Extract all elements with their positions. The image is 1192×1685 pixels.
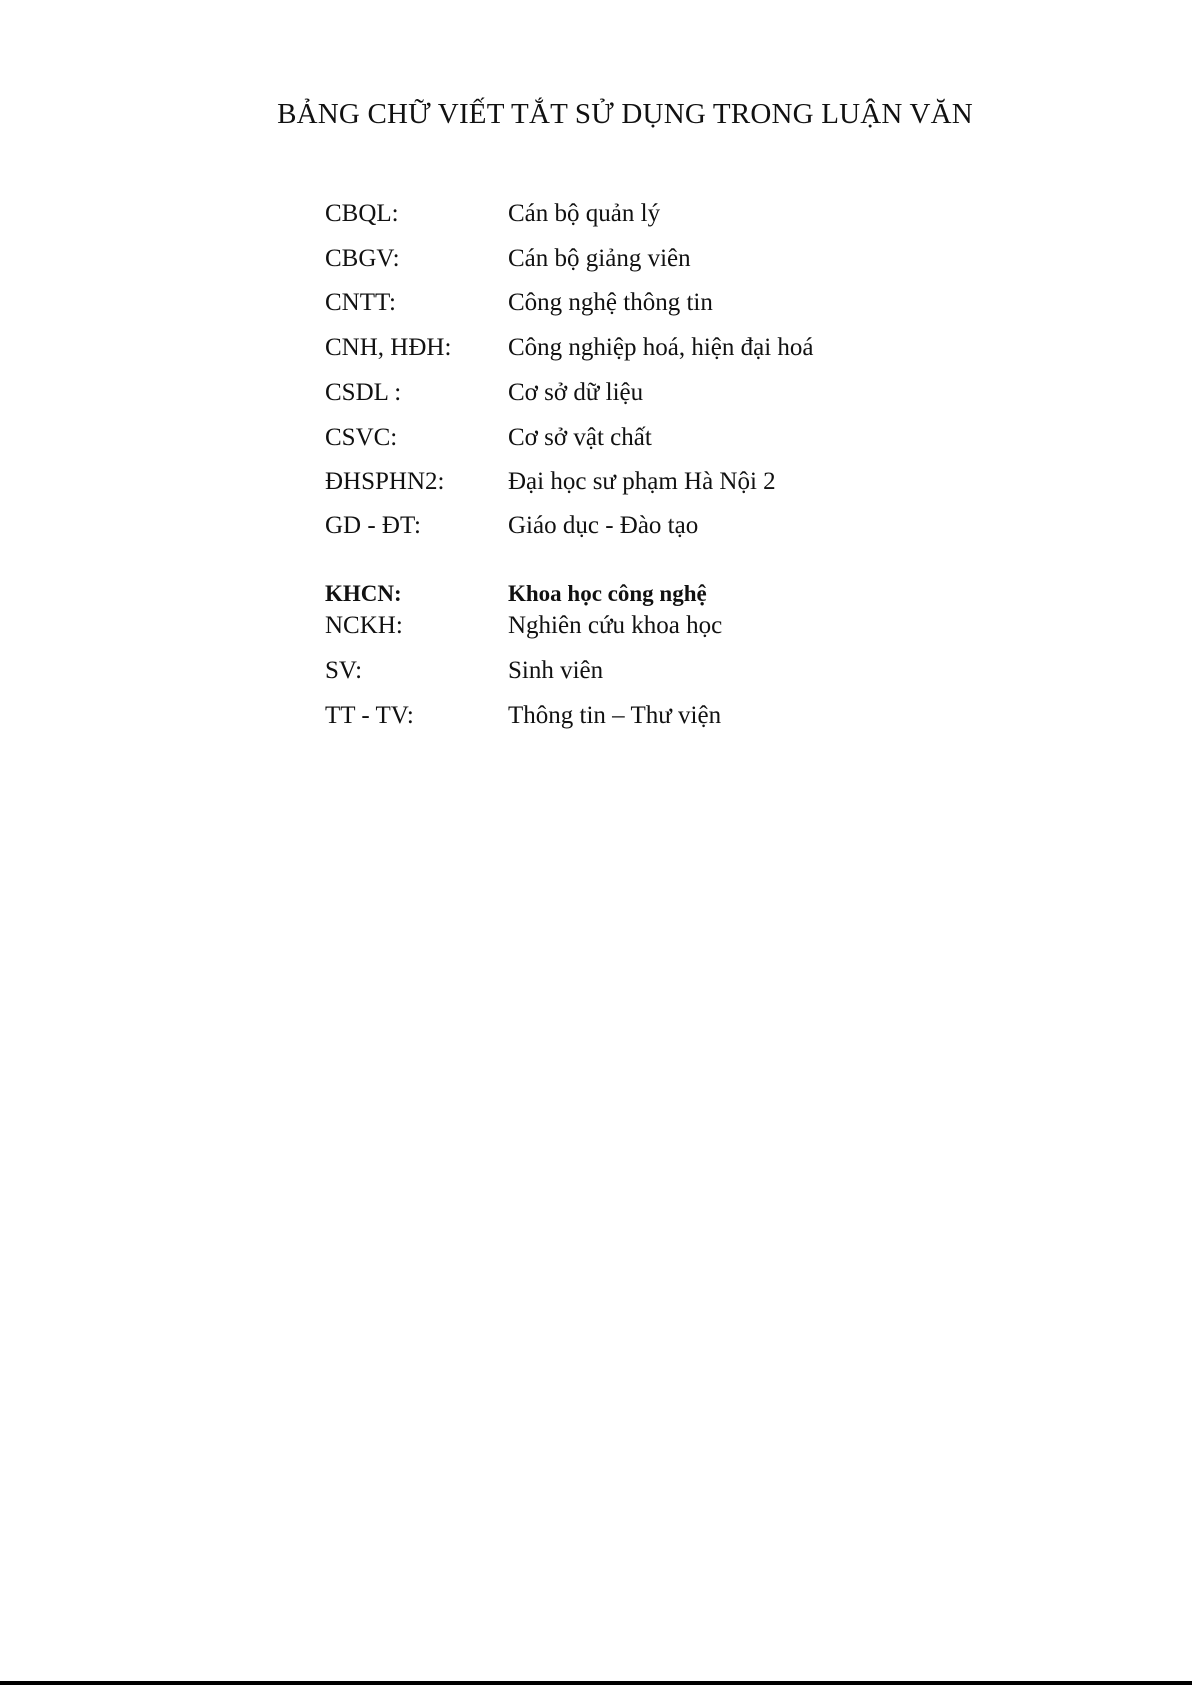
- abbreviation-meaning: Cơ sở dữ liệu: [508, 379, 644, 406]
- page-title: BẢNG CHỮ VIẾT TẮT SỬ DỤNG TRONG LUẬN VĂN: [277, 98, 973, 130]
- abbreviation-meaning: Cán bộ giảng viên: [508, 245, 691, 272]
- abbreviation-meaning: Cơ sở vật chất: [508, 424, 652, 451]
- abbreviation-meaning: Đại học sư phạm Hà Nội 2: [508, 468, 776, 495]
- abbreviation-term: SV:: [325, 657, 363, 684]
- abbreviation-term: CBQL:: [325, 200, 399, 227]
- abbreviation-term: CNH, HĐH:: [325, 334, 452, 361]
- abbreviation-term: CSVC:: [325, 424, 398, 451]
- abbreviation-term: CSDL :: [325, 379, 402, 406]
- abbreviation-meaning: Công nghệ thông tin: [508, 289, 713, 316]
- abbreviation-meaning: Sinh viên: [508, 657, 604, 684]
- abbreviation-meaning: Công nghiệp hoá, hiện đại hoá: [508, 334, 814, 361]
- abbreviation-term: CBGV:: [325, 245, 400, 272]
- abbreviation-term: GD - ĐT:: [325, 512, 421, 539]
- abbreviation-term: ĐHSPHN2:: [325, 468, 445, 495]
- abbreviation-meaning: Nghiên cứu khoa học: [508, 612, 723, 639]
- abbreviation-meaning: Giáo dục - Đào tạo: [508, 512, 699, 539]
- abbreviation-meaning: Cán bộ quản lý: [508, 200, 661, 227]
- abbreviation-meaning: Thông tin – Thư viện: [508, 702, 722, 729]
- abbreviation-term: NCKH:: [325, 612, 403, 639]
- abbreviation-term: KHCN:: [325, 581, 402, 606]
- page-bottom-border: [0, 1681, 1192, 1685]
- abbreviation-term: CNTT:: [325, 289, 396, 316]
- abbreviation-term: TT - TV:: [325, 702, 414, 729]
- abbreviation-meaning: Khoa học công nghệ: [508, 581, 707, 606]
